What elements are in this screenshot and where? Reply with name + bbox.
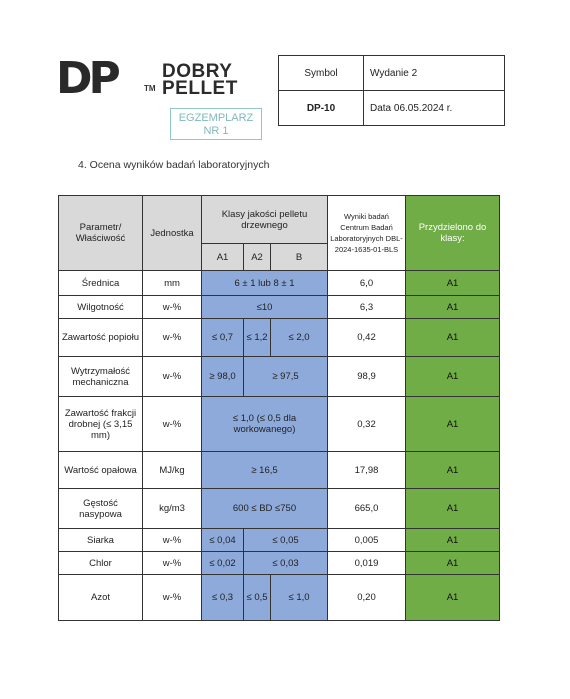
row-parameter: Średnica — [59, 271, 143, 296]
row-parameter: Wartość opałowa — [59, 452, 143, 489]
row-class: A1 — [406, 319, 500, 357]
row-result: 98,9 — [328, 357, 406, 397]
table-row — [59, 271, 500, 296]
row-spec-a1: ≤ 0,3 — [202, 575, 244, 621]
symbol-value: DP-10 — [279, 91, 364, 126]
header-class-b: B — [271, 244, 328, 271]
header-assigned-class: Przydzielono do klasy: — [406, 196, 500, 271]
header-parameter: Parametr/ Właściwość — [59, 196, 143, 271]
row-class: A1 — [406, 271, 500, 296]
row-spec-a2-b: ≤ 0,05 — [244, 529, 328, 552]
row-class: A1 — [406, 296, 500, 319]
table-row — [59, 489, 500, 529]
row-result: 0,019 — [328, 552, 406, 575]
logo-line2: PELLET — [162, 78, 238, 99]
row-spec-a1: ≤ 0,7 — [202, 319, 244, 357]
table-row — [59, 529, 500, 552]
table-row — [59, 357, 500, 397]
row-parameter: Siarka — [59, 529, 143, 552]
table-row — [59, 319, 500, 357]
stamp-line2: NR 1 — [203, 125, 229, 137]
row-unit: w-% — [143, 397, 202, 452]
header-class-a1: A1 — [202, 244, 244, 271]
header-quality-classes: Klasy jakości pelletu drzewnego — [202, 196, 328, 244]
logo-line1: DOBRY — [162, 61, 233, 82]
row-parameter: Zawartość popiołu — [59, 319, 143, 357]
row-parameter: Gęstość nasypowa — [59, 489, 143, 529]
symbol-label: Symbol — [279, 56, 364, 91]
document-header-table — [278, 55, 505, 126]
row-unit: w-% — [143, 552, 202, 575]
row-class: A1 — [406, 489, 500, 529]
row-result: 6,3 — [328, 296, 406, 319]
row-unit: w-% — [143, 296, 202, 319]
row-result: 0,42 — [328, 319, 406, 357]
logo-mark: DP — [56, 53, 117, 104]
row-parameter: Chlor — [59, 552, 143, 575]
row-class: A1 — [406, 552, 500, 575]
row-spec: ≥ 16,5 — [202, 452, 328, 489]
issue-date: Data 06.05.2024 r. — [364, 91, 505, 126]
row-unit: w-% — [143, 357, 202, 397]
row-spec-a2-b: ≤ 0,03 — [244, 552, 328, 575]
table-row — [59, 452, 500, 489]
row-spec: 600 ≤ BD ≤750 — [202, 489, 328, 529]
table-row — [59, 575, 500, 621]
copy-stamp — [170, 108, 262, 140]
table-row — [59, 296, 500, 319]
stamp-line1: EGZEMPLARZ — [178, 112, 254, 124]
row-unit: w-% — [143, 529, 202, 552]
row-spec: ≤10 — [202, 296, 328, 319]
row-result: 0,32 — [328, 397, 406, 452]
row-spec-a1: ≤ 0,02 — [202, 552, 244, 575]
table-row — [59, 397, 500, 452]
row-spec: 6 ± 1 lub 8 ± 1 — [202, 271, 328, 296]
table-row — [59, 552, 500, 575]
logo-wordmark — [162, 63, 238, 97]
row-parameter: Zawartość frakcji drobnej (≤ 3,15 mm) — [59, 397, 143, 452]
row-spec-a1: ≥ 98,0 — [202, 357, 244, 397]
row-parameter: Wilgotność — [59, 296, 143, 319]
row-spec: ≤ 1,0 (≤ 0,5 dla workowanego) — [202, 397, 328, 452]
row-unit: MJ/kg — [143, 452, 202, 489]
row-class: A1 — [406, 357, 500, 397]
header-unit: Jednostka — [143, 196, 202, 271]
row-result: 0,005 — [328, 529, 406, 552]
row-unit: w-% — [143, 575, 202, 621]
row-spec-b: ≤ 2,0 — [271, 319, 328, 357]
edition: Wydanie 2 — [364, 56, 505, 91]
row-spec-a2: ≤ 1,2 — [244, 319, 271, 357]
row-result: 665,0 — [328, 489, 406, 529]
header-lab-results: Wyniki badań Centrum Badań Laboratoryjnych DBL-2024-1635-01-BLS — [328, 196, 406, 271]
row-result: 0,20 — [328, 575, 406, 621]
row-class: A1 — [406, 397, 500, 452]
logo-trademark: TM — [144, 84, 156, 93]
row-result: 6,0 — [328, 271, 406, 296]
row-result: 17,98 — [328, 452, 406, 489]
row-class: A1 — [406, 575, 500, 621]
lab-results-table — [58, 195, 500, 621]
row-spec-b: ≤ 1,0 — [271, 575, 328, 621]
row-spec-a1: ≤ 0,04 — [202, 529, 244, 552]
row-class: A1 — [406, 452, 500, 489]
row-spec-a2: ≤ 0,5 — [244, 575, 271, 621]
row-parameter: Azot — [59, 575, 143, 621]
row-class: A1 — [406, 529, 500, 552]
row-unit: kg/m3 — [143, 489, 202, 529]
row-unit: mm — [143, 271, 202, 296]
row-unit: w-% — [143, 319, 202, 357]
row-parameter: Wytrzymałość mechaniczna — [59, 357, 143, 397]
header-class-a2: A2 — [244, 244, 271, 271]
row-spec-a2-b: ≥ 97,5 — [244, 357, 328, 397]
section-title: 4. Ocena wyników badań laboratoryjnych — [78, 159, 270, 171]
